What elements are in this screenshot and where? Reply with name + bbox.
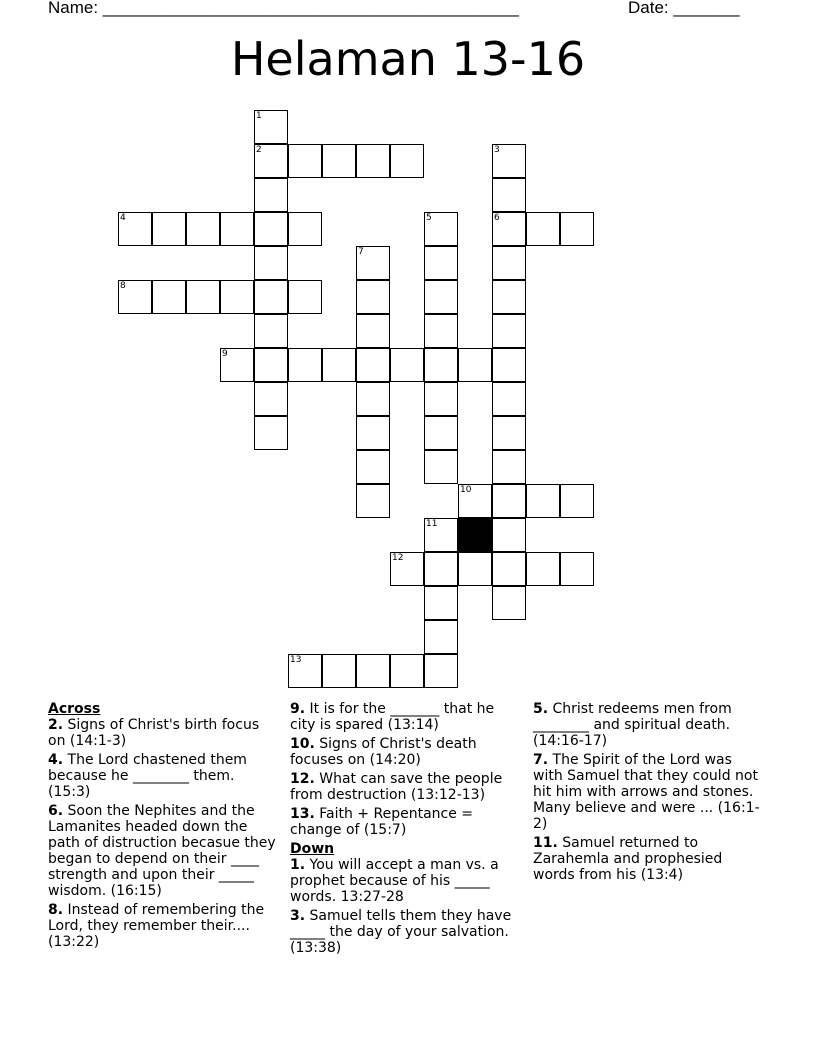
clue-number: 4 (120, 213, 126, 223)
crossword-cell[interactable] (424, 382, 458, 416)
crossword-cell[interactable] (186, 280, 220, 314)
crossword-cell[interactable] (288, 144, 322, 178)
crossword-cell[interactable] (526, 552, 560, 586)
crossword-cell[interactable] (254, 416, 288, 450)
crossword-cell[interactable] (560, 552, 594, 586)
crossword-cell[interactable] (356, 654, 390, 688)
down-heading: Down (290, 841, 335, 857)
crossword-cell[interactable] (118, 212, 152, 246)
crossword-cell[interactable] (356, 314, 390, 348)
crossword-cell[interactable] (492, 314, 526, 348)
crossword-cell[interactable] (492, 382, 526, 416)
crossword-cell[interactable] (356, 416, 390, 450)
clue-text: The Spirit of the Lord was with Samuel that they could not hit him with arrows and stones. Many believe and were ... (16:1-2) (533, 752, 760, 832)
down-clue (533, 835, 765, 883)
across-clue (48, 902, 276, 950)
crossword-cell[interactable] (458, 484, 492, 518)
crossword-cell[interactable] (322, 144, 356, 178)
crossword-cell[interactable] (424, 450, 458, 484)
crossword-cell[interactable] (526, 212, 560, 246)
clue-number: 3 (494, 145, 500, 155)
crossword-cell[interactable] (254, 280, 288, 314)
clue-number-label: 5. (533, 701, 549, 717)
across-clue (290, 771, 522, 803)
clue-number: 2 (256, 145, 262, 155)
clue-text: The Lord chastened them because he ________ them. (15:3) (48, 752, 247, 800)
down-clue (533, 701, 765, 749)
crossword-cell[interactable] (288, 348, 322, 382)
clue-column-2 (290, 701, 522, 959)
crossword-cell[interactable] (220, 280, 254, 314)
crossword-cell[interactable] (492, 586, 526, 620)
crossword-cell[interactable] (356, 484, 390, 518)
clue-number-label: 11. (533, 835, 558, 851)
crossword-cell[interactable] (288, 654, 322, 688)
page-title: Helaman 13-16 (230, 32, 586, 86)
crossword-cell[interactable] (492, 280, 526, 314)
clue-text: You will accept a man vs. a prophet because of his _____ words. 13:27-28 (290, 857, 499, 905)
crossword-cell[interactable] (288, 280, 322, 314)
crossword-black-cell (458, 518, 492, 552)
clue-text: Faith + Repentance = change of (15:7) (290, 806, 474, 838)
across-clue (290, 806, 522, 838)
clue-number-label: 6. (48, 803, 64, 819)
crossword-cell[interactable] (424, 280, 458, 314)
across-clue (48, 803, 276, 899)
crossword-cell[interactable] (356, 144, 390, 178)
crossword-cell[interactable] (186, 212, 220, 246)
crossword-cell[interactable] (492, 450, 526, 484)
clue-text: It is for the _______ that he city is spared (13:14) (290, 701, 495, 733)
crossword-cell[interactable] (492, 552, 526, 586)
crossword-cell[interactable] (356, 246, 390, 280)
clue-number: 12 (392, 553, 404, 563)
crossword-cell[interactable] (492, 484, 526, 518)
crossword-cell[interactable] (492, 348, 526, 382)
clue-number: 11 (426, 519, 438, 529)
clue-column-3 (533, 701, 765, 886)
across-clue (290, 701, 522, 733)
name-field: Name: ____________________________________________ (48, 0, 519, 17)
clue-number-label: 13. (290, 806, 315, 822)
crossword-cell[interactable] (390, 654, 424, 688)
clue-text: Instead of remembering the Lord, they remember their.... (13:22) (48, 902, 265, 950)
across-clue (48, 752, 276, 800)
crossword-cell[interactable] (356, 382, 390, 416)
crossword-cell[interactable] (492, 178, 526, 212)
clue-number: 5 (426, 213, 432, 223)
crossword-cell[interactable] (492, 144, 526, 178)
down-clue (533, 752, 765, 832)
clue-number-label: 7. (533, 752, 549, 768)
crossword-cell[interactable] (424, 314, 458, 348)
crossword-cell[interactable] (254, 314, 288, 348)
crossword-cell[interactable] (220, 212, 254, 246)
clue-text: Signs of Christ's death focuses on (14:20) (290, 736, 477, 768)
crossword-cell[interactable] (356, 348, 390, 382)
clue-number-label: 2. (48, 717, 64, 733)
crossword-cell[interactable] (356, 280, 390, 314)
crossword-cell[interactable] (424, 518, 458, 552)
clue-text: Soon the Nephites and the Lamanites headed down the path of distruction becasue they began to depend on their ____ strength and upon their _____ wisdom. (16:15) (48, 803, 276, 899)
clue-number: 9 (222, 349, 228, 359)
crossword-cell[interactable] (322, 654, 356, 688)
crossword-cell[interactable] (254, 382, 288, 416)
down-clue (290, 908, 522, 956)
clue-number-label: 4. (48, 752, 64, 768)
crossword-cell[interactable] (288, 212, 322, 246)
down-clue (290, 857, 522, 905)
crossword-cell[interactable] (254, 246, 288, 280)
crossword-cell[interactable] (254, 110, 288, 144)
crossword-cell[interactable] (322, 348, 356, 382)
crossword-cell[interactable] (424, 586, 458, 620)
clue-text: Samuel returned to Zarahemla and prophesied words from his (13:4) (533, 835, 723, 883)
crossword-cell[interactable] (254, 348, 288, 382)
across-heading: Across (48, 701, 101, 717)
clue-number: 1 (256, 111, 262, 121)
crossword-cell[interactable] (424, 246, 458, 280)
crossword-cell[interactable] (390, 348, 424, 382)
crossword-cell[interactable] (424, 416, 458, 450)
clue-number: 10 (460, 485, 472, 495)
crossword-cell[interactable] (424, 212, 458, 246)
crossword-cell[interactable] (424, 348, 458, 382)
crossword-cell[interactable] (458, 552, 492, 586)
clue-number: 6 (494, 213, 500, 223)
crossword-cell[interactable] (390, 144, 424, 178)
crossword-cell[interactable] (424, 552, 458, 586)
crossword-cell[interactable] (492, 246, 526, 280)
across-clue (290, 736, 522, 768)
crossword-cell[interactable] (424, 620, 458, 654)
crossword-cell[interactable] (492, 416, 526, 450)
crossword-cell[interactable] (560, 484, 594, 518)
date-field: Date: _______ (628, 0, 740, 17)
crossword-cell[interactable] (526, 484, 560, 518)
crossword-cell[interactable] (492, 212, 526, 246)
clue-number-label: 9. (290, 701, 306, 717)
crossword-cell[interactable] (492, 518, 526, 552)
clue-column-1 (48, 701, 276, 953)
crossword-cell[interactable] (118, 280, 152, 314)
crossword-cell[interactable] (356, 450, 390, 484)
clue-number: 8 (120, 281, 126, 291)
crossword-cell[interactable] (390, 552, 424, 586)
across-clue (48, 717, 276, 749)
crossword-cell[interactable] (220, 348, 254, 382)
crossword-cell[interactable] (458, 348, 492, 382)
crossword-cell[interactable] (254, 178, 288, 212)
clue-number-label: 10. (290, 736, 315, 752)
crossword-cell[interactable] (254, 144, 288, 178)
crossword-cell[interactable] (424, 654, 458, 688)
clue-text: Samuel tells them they have _____ the day of your salvation. (13:38) (290, 908, 512, 956)
clue-number-label: 8. (48, 902, 64, 918)
clue-number-label: 1. (290, 857, 306, 873)
crossword-cell[interactable] (152, 280, 186, 314)
clue-text: Christ redeems men from ________ and spiritual death. (14:16-17) (533, 701, 732, 749)
crossword-cell[interactable] (254, 212, 288, 246)
clue-number: 13 (290, 655, 302, 665)
clue-number-label: 12. (290, 771, 315, 787)
crossword-cell[interactable] (560, 212, 594, 246)
crossword-cell[interactable] (152, 212, 186, 246)
clue-number: 7 (358, 247, 364, 257)
clue-text: What can save the people from destruction (13:12-13) (290, 771, 503, 803)
clue-text: Signs of Christ's birth focus on (14:1-3) (48, 717, 260, 749)
clue-number-label: 3. (290, 908, 306, 924)
